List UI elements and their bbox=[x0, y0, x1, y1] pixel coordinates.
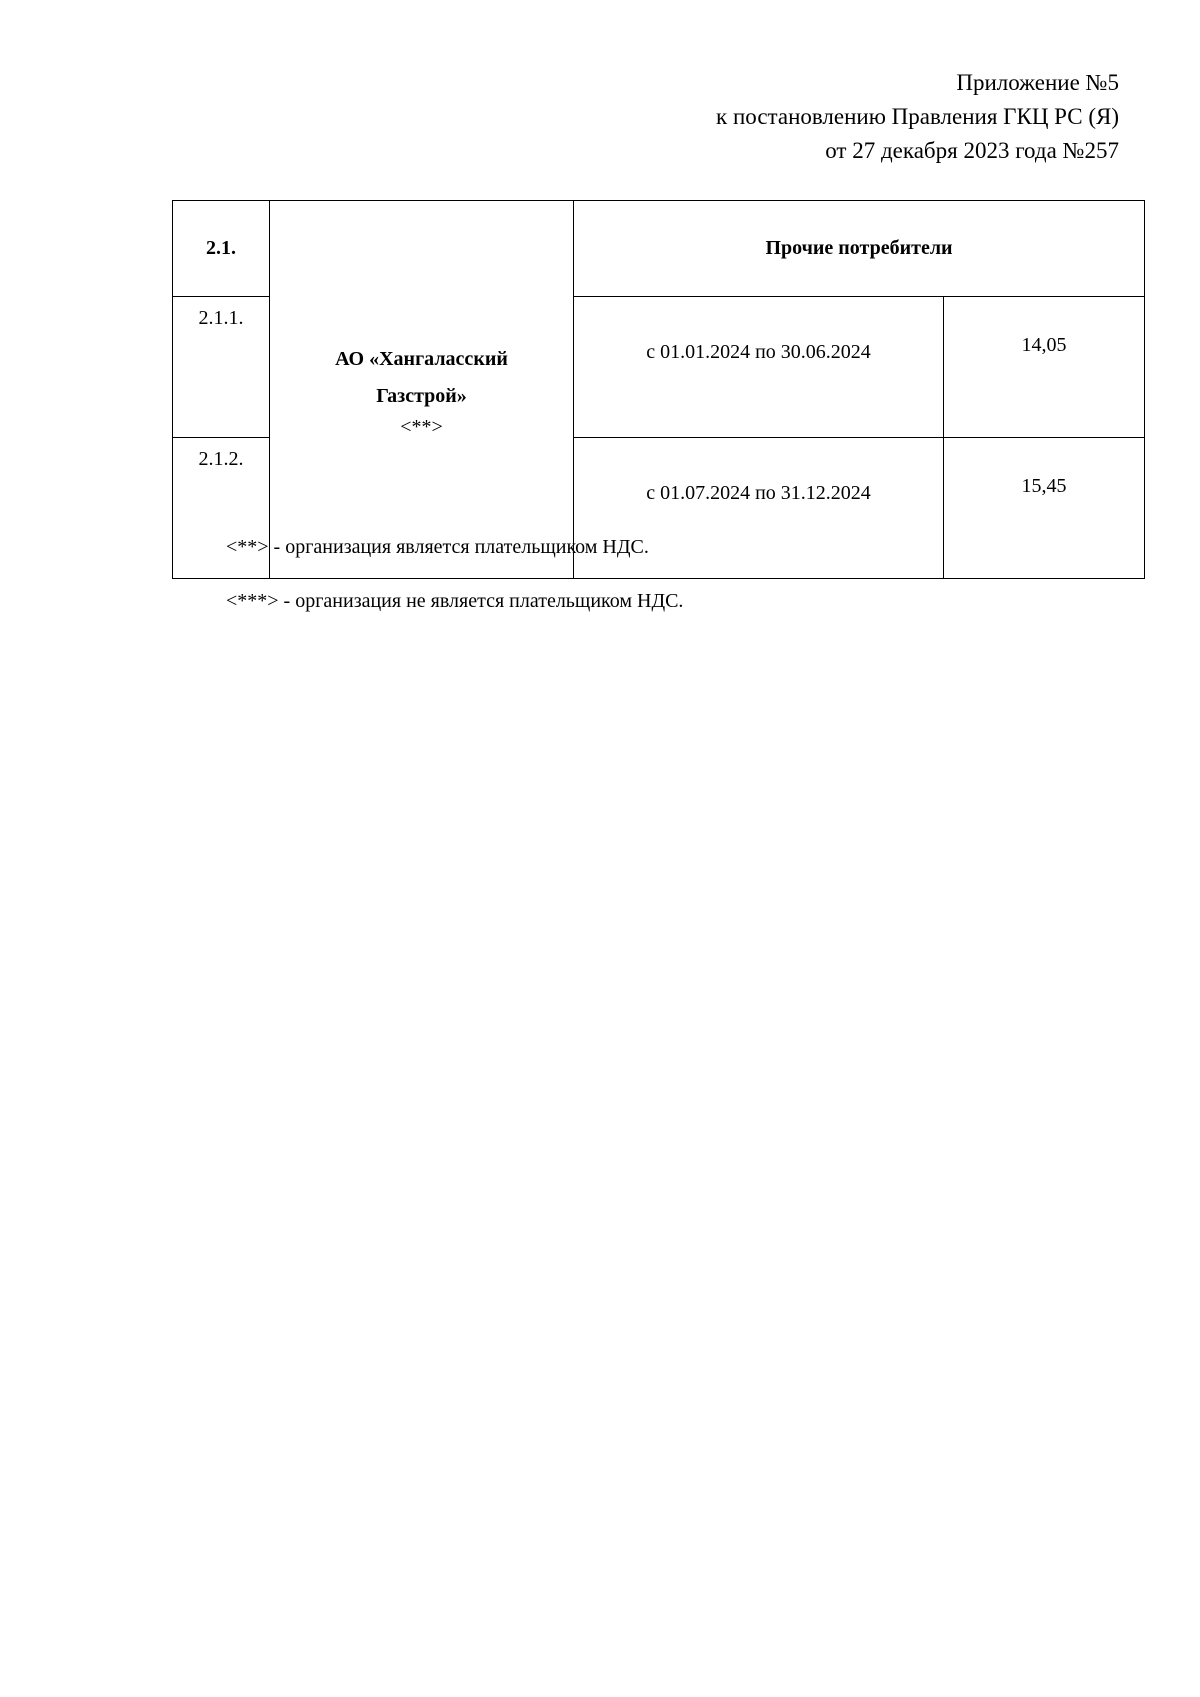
period-cell: с 01.07.2024 по 31.12.2024 bbox=[574, 438, 944, 579]
resolution-date: от 27 декабря 2023 года №257 bbox=[825, 138, 1119, 163]
document-header bbox=[716, 66, 1119, 168]
period-cell: с 01.01.2024 по 30.06.2024 bbox=[574, 297, 944, 438]
footnote-non-vat-payer: <***> - организация не является плательщиком НДС. bbox=[226, 590, 684, 612]
resolution-reference: к постановлению Правления ГКЦ РС (Я) bbox=[716, 104, 1119, 129]
group-number: 2.1. bbox=[173, 201, 270, 297]
tariff-value: 15,45 bbox=[944, 438, 1145, 579]
row-number: 2.1.1. bbox=[173, 297, 270, 438]
appendix-title: Приложение №5 bbox=[956, 70, 1119, 95]
footnote-vat-payer: <**> - организация является плательщиком НДС. bbox=[226, 536, 649, 558]
tariff-value: 14,05 bbox=[944, 297, 1145, 438]
row-number: 2.1.2. bbox=[173, 438, 270, 579]
table-row bbox=[173, 201, 1145, 297]
vat-mark: <**> bbox=[400, 415, 443, 438]
organization-name: АО «Хангаласский Газстрой» bbox=[335, 347, 508, 407]
consumer-group-title: Прочие потребители bbox=[574, 201, 1145, 297]
footnotes bbox=[226, 520, 683, 628]
